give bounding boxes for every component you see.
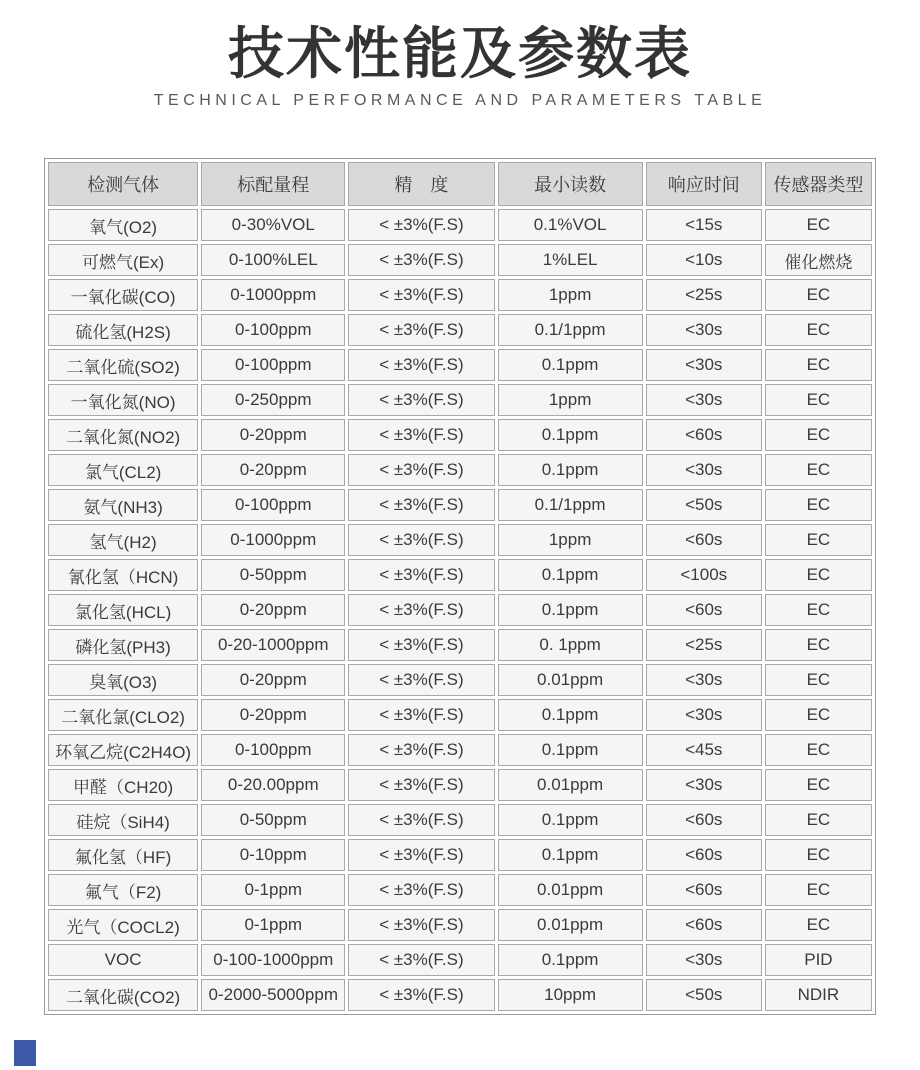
- table-row: [48, 594, 872, 626]
- table-cell: < ±3%(F.S): [348, 454, 494, 486]
- table-cell: 1ppm: [498, 279, 643, 311]
- table-cell: 光气（COCL2): [48, 909, 198, 941]
- table-cell: 硅烷（SiH4): [48, 804, 198, 836]
- table-cell: < ±3%(F.S): [348, 419, 494, 451]
- table-row: [48, 874, 872, 906]
- table-cell: 0-100ppm: [201, 349, 345, 381]
- table-cell: 二氧化氮(NO2): [48, 419, 198, 451]
- table-cell: < ±3%(F.S): [348, 699, 494, 731]
- table-cell: NDIR: [765, 979, 872, 1011]
- table-cell: EC: [765, 699, 872, 731]
- table-cell: < ±3%(F.S): [348, 909, 494, 941]
- table-row: [48, 699, 872, 731]
- table-cell: 0.1ppm: [498, 454, 643, 486]
- table-cell: < ±3%(F.S): [348, 314, 494, 346]
- table-cell: 0-20ppm: [201, 699, 345, 731]
- table-row: [48, 979, 872, 1011]
- table-cell: 0-20ppm: [201, 594, 345, 626]
- table-row: [48, 279, 872, 311]
- table-cell: 0.1ppm: [498, 804, 643, 836]
- table-cell: VOC: [48, 944, 198, 976]
- table-cell: <60s: [646, 524, 762, 556]
- table-row: [48, 524, 872, 556]
- table-cell: 0-10ppm: [201, 839, 345, 871]
- table-cell: 0-250ppm: [201, 384, 345, 416]
- table-cell: EC: [765, 209, 872, 241]
- table-cell: 二氧化硫(SO2): [48, 349, 198, 381]
- table-cell: < ±3%(F.S): [348, 944, 494, 976]
- table-cell: < ±3%(F.S): [348, 804, 494, 836]
- table-cell: EC: [765, 839, 872, 871]
- table-cell: <60s: [646, 874, 762, 906]
- table-cell: 0-100-1000ppm: [201, 944, 345, 976]
- table-cell: 0-30%VOL: [201, 209, 345, 241]
- table-body: [48, 209, 872, 1011]
- table-cell: EC: [765, 314, 872, 346]
- table-cell: 0.1ppm: [498, 699, 643, 731]
- table-cell: <100s: [646, 559, 762, 591]
- table-cell: 0-1000ppm: [201, 279, 345, 311]
- table-cell: < ±3%(F.S): [348, 629, 494, 661]
- table-cell: EC: [765, 874, 872, 906]
- table-cell: 1ppm: [498, 524, 643, 556]
- table-cell: 0-2000-5000ppm: [201, 979, 345, 1011]
- table-cell: <30s: [646, 454, 762, 486]
- table-cell: <30s: [646, 699, 762, 731]
- table-cell: 0-100ppm: [201, 489, 345, 521]
- table-cell: 氯气(CL2): [48, 454, 198, 486]
- table-cell: < ±3%(F.S): [348, 384, 494, 416]
- table-cell: 氯化氢(HCL): [48, 594, 198, 626]
- table-cell: 0-20ppm: [201, 664, 345, 696]
- table-cell: <60s: [646, 909, 762, 941]
- table-cell: 0.1/1ppm: [498, 314, 643, 346]
- table-cell: 0-20-1000ppm: [201, 629, 345, 661]
- table-cell: 0.1ppm: [498, 419, 643, 451]
- table-cell: EC: [765, 559, 872, 591]
- table-cell: 磷化氢(PH3): [48, 629, 198, 661]
- table-row: [48, 349, 872, 381]
- page-subtitle: TECHNICAL PERFORMANCE AND PARAMETERS TABLE: [153, 92, 767, 110]
- table-cell: 一氧化碳(CO): [48, 279, 198, 311]
- table-row: [48, 314, 872, 346]
- table-cell: 0-100ppm: [201, 314, 345, 346]
- table-cell: 0.1ppm: [498, 734, 643, 766]
- table-cell: EC: [765, 629, 872, 661]
- table-cell: 硫化氢(H2S): [48, 314, 198, 346]
- table-row: [48, 209, 872, 241]
- table-cell: < ±3%(F.S): [348, 664, 494, 696]
- table-cell: < ±3%(F.S): [348, 279, 494, 311]
- table-cell: <60s: [646, 804, 762, 836]
- table-cell: <25s: [646, 629, 762, 661]
- table-cell: <25s: [646, 279, 762, 311]
- table-row: [48, 839, 872, 871]
- table-cell: 0.01ppm: [498, 874, 643, 906]
- page-header: [0, 0, 920, 110]
- table-cell: 氰化氢（HCN): [48, 559, 198, 591]
- table-cell: 0-20.00ppm: [201, 769, 345, 801]
- table-cell: EC: [765, 349, 872, 381]
- table-cell: <15s: [646, 209, 762, 241]
- table-row: [48, 664, 872, 696]
- table-cell: <45s: [646, 734, 762, 766]
- table-cell: EC: [765, 384, 872, 416]
- table-cell: <50s: [646, 489, 762, 521]
- table-cell: 环氧乙烷(C2H4O): [48, 734, 198, 766]
- table-cell: EC: [765, 419, 872, 451]
- table-row: [48, 944, 872, 976]
- table-cell: 1ppm: [498, 384, 643, 416]
- table-cell: 氢气(H2): [48, 524, 198, 556]
- table-cell: <30s: [646, 944, 762, 976]
- table-cell: 0. 1ppm: [498, 629, 643, 661]
- table-cell: EC: [765, 594, 872, 626]
- table-row: [48, 559, 872, 591]
- table-cell: < ±3%(F.S): [348, 244, 494, 276]
- table-cell: 10ppm: [498, 979, 643, 1011]
- table-cell: EC: [765, 664, 872, 696]
- table-cell: 二氧化氯(CLO2): [48, 699, 198, 731]
- table-cell: 氟化氢（HF): [48, 839, 198, 871]
- table-cell: <30s: [646, 769, 762, 801]
- table-cell: 0.1/1ppm: [498, 489, 643, 521]
- table-row: [48, 489, 872, 521]
- table-row: [48, 804, 872, 836]
- table-cell: 1%LEL: [498, 244, 643, 276]
- table-cell: EC: [765, 279, 872, 311]
- table-cell: <30s: [646, 384, 762, 416]
- corner-accent-square: [14, 1040, 36, 1066]
- table-cell: EC: [765, 804, 872, 836]
- column-header: 响应时间: [646, 162, 762, 206]
- table-row: [48, 419, 872, 451]
- table-cell: < ±3%(F.S): [348, 839, 494, 871]
- page-title: 技术性能及参数表: [228, 22, 692, 85]
- table-cell: <60s: [646, 419, 762, 451]
- table-cell: < ±3%(F.S): [348, 979, 494, 1011]
- table-cell: 0-50ppm: [201, 559, 345, 591]
- column-header: 最小读数: [498, 162, 643, 206]
- table-cell: 氨气(NH3): [48, 489, 198, 521]
- table-cell: < ±3%(F.S): [348, 524, 494, 556]
- table-cell: <30s: [646, 349, 762, 381]
- table-head: [48, 162, 872, 206]
- column-header: 传感器类型: [765, 162, 872, 206]
- table-cell: <10s: [646, 244, 762, 276]
- table-cell: EC: [765, 769, 872, 801]
- table-cell: 0-20ppm: [201, 419, 345, 451]
- column-header: 检测气体: [48, 162, 198, 206]
- table-cell: EC: [765, 909, 872, 941]
- table-cell: 0.1ppm: [498, 594, 643, 626]
- table-cell: 0-1ppm: [201, 874, 345, 906]
- table-cell: 0-1ppm: [201, 909, 345, 941]
- table-row: [48, 909, 872, 941]
- table-cell: <30s: [646, 664, 762, 696]
- table-cell: < ±3%(F.S): [348, 874, 494, 906]
- table-cell: < ±3%(F.S): [348, 489, 494, 521]
- table-cell: < ±3%(F.S): [348, 734, 494, 766]
- table-cell: 0-100%LEL: [201, 244, 345, 276]
- table-cell: < ±3%(F.S): [348, 349, 494, 381]
- table-cell: 一氧化氮(NO): [48, 384, 198, 416]
- column-header: 标配量程: [201, 162, 345, 206]
- table-cell: 0.1ppm: [498, 559, 643, 591]
- table-cell: 0-50ppm: [201, 804, 345, 836]
- table-row: [48, 244, 872, 276]
- table-cell: 催化燃烧: [765, 244, 872, 276]
- table-row: [48, 769, 872, 801]
- table-cell: EC: [765, 734, 872, 766]
- table-cell: < ±3%(F.S): [348, 769, 494, 801]
- table-cell: 0.1ppm: [498, 944, 643, 976]
- column-header: 精 度: [348, 162, 494, 206]
- table-cell: 臭氧(O3): [48, 664, 198, 696]
- table-cell: EC: [765, 489, 872, 521]
- table-row: [48, 734, 872, 766]
- table-cell: 0.01ppm: [498, 664, 643, 696]
- table-cell: PID: [765, 944, 872, 976]
- table-cell: EC: [765, 454, 872, 486]
- table-row: [48, 384, 872, 416]
- table-cell: < ±3%(F.S): [348, 209, 494, 241]
- table-cell: <30s: [646, 314, 762, 346]
- table-cell: < ±3%(F.S): [348, 559, 494, 591]
- table-cell: < ±3%(F.S): [348, 594, 494, 626]
- table-cell: 0.1%VOL: [498, 209, 643, 241]
- table-cell: <50s: [646, 979, 762, 1011]
- table-cell: <60s: [646, 839, 762, 871]
- table-cell: 甲醛（CH20): [48, 769, 198, 801]
- table-cell: 0.01ppm: [498, 909, 643, 941]
- table-cell: 二氧化碳(CO2): [48, 979, 198, 1011]
- table-cell: 0.1ppm: [498, 349, 643, 381]
- table-row: [48, 454, 872, 486]
- table-cell: 0-100ppm: [201, 734, 345, 766]
- spec-table: [44, 158, 876, 1015]
- table-header-row: [48, 162, 872, 206]
- table-cell: 氟气（F2): [48, 874, 198, 906]
- table-cell: 氧气(O2): [48, 209, 198, 241]
- table-cell: EC: [765, 524, 872, 556]
- table-cell: 0.01ppm: [498, 769, 643, 801]
- table-cell: <60s: [646, 594, 762, 626]
- table-row: [48, 629, 872, 661]
- table-cell: 0-20ppm: [201, 454, 345, 486]
- table-cell: 可燃气(Ex): [48, 244, 198, 276]
- table-cell: 0-1000ppm: [201, 524, 345, 556]
- table-cell: 0.1ppm: [498, 839, 643, 871]
